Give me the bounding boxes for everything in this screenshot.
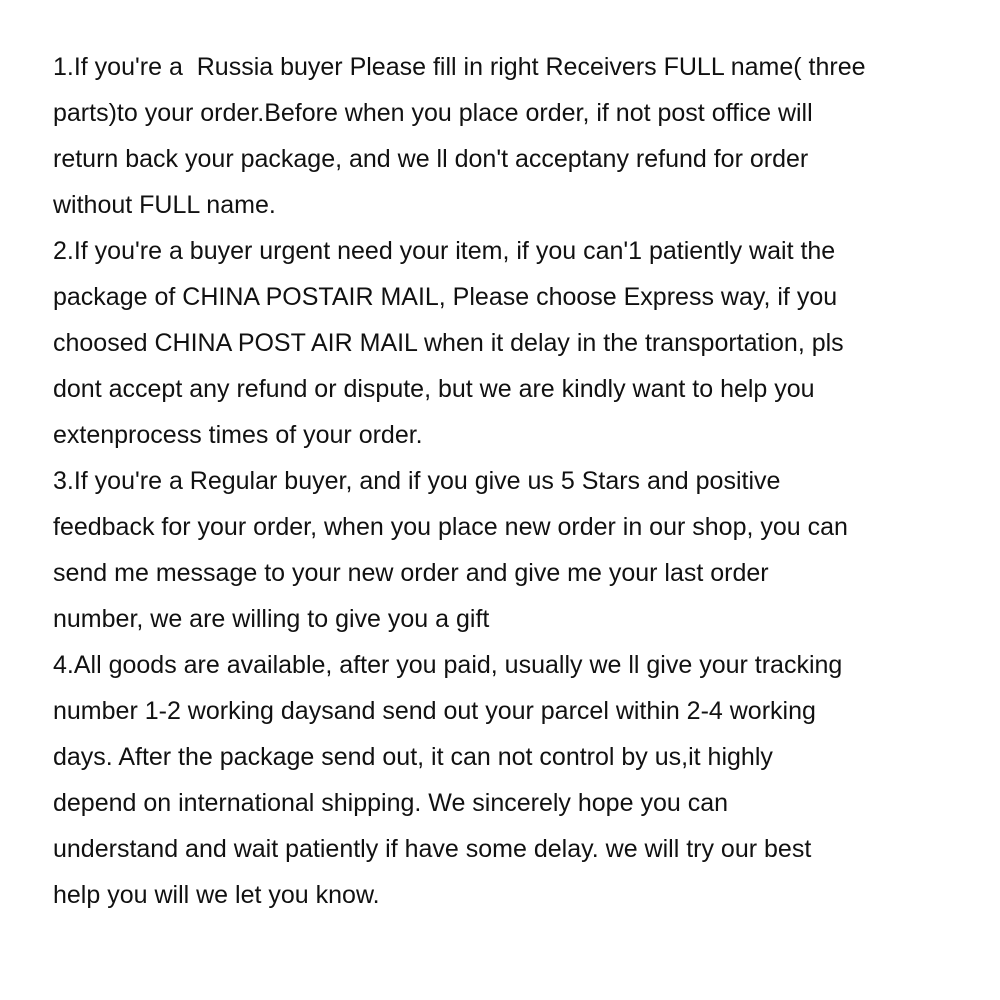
notice-line: 2.If you're a buyer urgent need your item, if you can'1 patiently wait the: [53, 237, 836, 265]
notice-line: 1.If you're a Russia buyer Please fill in right Receivers FULL name( three: [53, 53, 866, 81]
store-policy-notice: [53, 44, 973, 918]
notice-line: extenprocess times of your order.: [53, 421, 423, 449]
notice-line: number 1-2 working daysand send out your parcel within 2-4 working: [53, 697, 816, 725]
notice-line: choosed CHINA POST AIR MAIL when it delay in the transportation, pls: [53, 329, 844, 357]
notice-line: days. After the package send out, it can not control by us,it highly: [53, 743, 773, 771]
notice-line: dont accept any refund or dispute, but we are kindly want to help you: [53, 375, 815, 403]
notice-line: 4.All goods are available, after you paid, usually we ll give your tracking: [53, 651, 843, 679]
notice-line: understand and wait patiently if have some delay. we will try our best: [53, 835, 812, 863]
notice-line: return back your package, and we ll don't acceptany refund for order: [53, 145, 809, 173]
notice-line: help you will we let you know.: [53, 881, 380, 909]
notice-line: number, we are willing to give you a gift: [53, 605, 490, 633]
notice-line: depend on international shipping. We sincerely hope you can: [53, 789, 728, 817]
notice-line: parts)to your order.Before when you place order, if not post office will: [53, 99, 813, 127]
notice-line: feedback for your order, when you place new order in our shop, you can: [53, 513, 848, 541]
notice-line: without FULL name.: [53, 191, 276, 219]
notice-line: send me message to your new order and give me your last order: [53, 559, 769, 587]
notice-line: 3.If you're a Regular buyer, and if you give us 5 Stars and positive: [53, 467, 781, 495]
notice-line: package of CHINA POSTAIR MAIL, Please choose Express way, if you: [53, 283, 838, 311]
